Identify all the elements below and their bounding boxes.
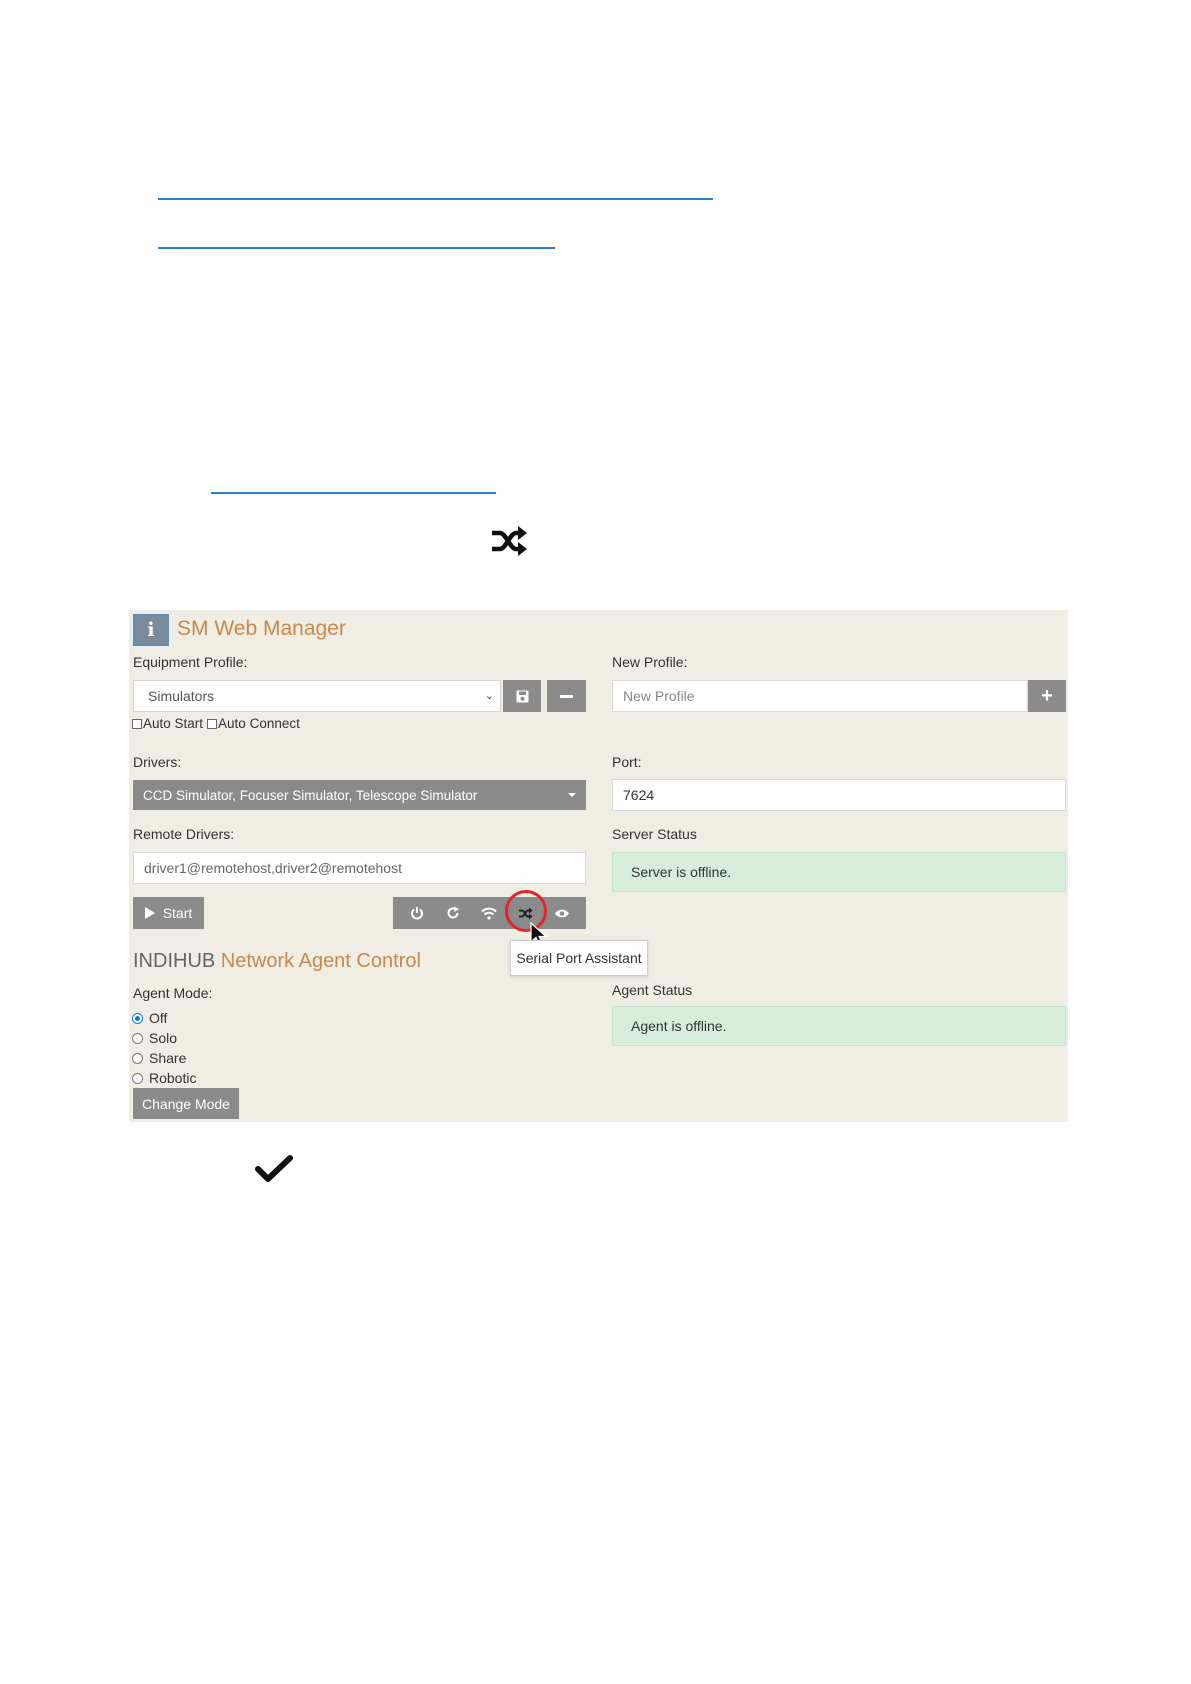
- profile-select[interactable]: [133, 680, 501, 712]
- agent-status-value: Agent is offline.: [631, 1018, 727, 1034]
- checkmark-icon: [255, 1154, 293, 1184]
- server-status-value: Server is offline.: [631, 864, 732, 880]
- remote-drivers-value: driver1@remotehost,driver2@remotehost: [144, 860, 402, 876]
- shuffle-icon: [490, 524, 528, 558]
- link-underline-2[interactable]: [158, 247, 555, 249]
- network-button[interactable]: [474, 897, 504, 929]
- view-button[interactable]: [547, 897, 577, 929]
- agent-mode-robotic[interactable]: [132, 1070, 196, 1086]
- radio-robotic[interactable]: [132, 1073, 143, 1084]
- port-value: 7624: [623, 787, 655, 803]
- add-profile-button[interactable]: [1028, 680, 1066, 712]
- radio-solo[interactable]: [132, 1033, 143, 1044]
- change-mode-button[interactable]: Change Mode: [133, 1088, 239, 1119]
- agent-status-label: Agent Status: [612, 982, 693, 998]
- drivers-label: Drivers:: [133, 754, 182, 770]
- save-profile-button[interactable]: [503, 680, 541, 712]
- agent-mode-solo[interactable]: [132, 1030, 177, 1046]
- agent-mode-off[interactable]: [132, 1010, 167, 1026]
- app-title: SM Web Manager: [177, 617, 346, 640]
- restart-button[interactable]: [438, 897, 468, 929]
- profile-select-value: Simulators: [148, 688, 215, 704]
- power-icon: [410, 906, 424, 920]
- agent-mode-robotic-label: Robotic: [149, 1070, 197, 1086]
- server-status-label: Server Status: [612, 826, 697, 842]
- agent-mode-off-label: Off: [149, 1010, 168, 1026]
- redo-icon: [446, 906, 460, 920]
- server-toolbar: [393, 897, 586, 929]
- agent-status-box: [612, 1006, 1066, 1046]
- tooltip: [510, 940, 648, 976]
- auto-start-label: Auto Start: [143, 716, 204, 731]
- power-button[interactable]: [402, 897, 432, 929]
- wifi-icon: [481, 907, 497, 920]
- auto-connect-label: Auto Connect: [218, 716, 300, 731]
- play-icon: [145, 907, 155, 919]
- equipment-profile-label: Equipment Profile:: [133, 654, 248, 670]
- caret-down-icon: [568, 793, 576, 797]
- chevron-down-icon: ⌄: [484, 690, 494, 702]
- new-profile-placeholder: New Profile: [623, 688, 695, 704]
- start-button[interactable]: [133, 897, 204, 929]
- server-status-box: [612, 852, 1066, 892]
- radio-share[interactable]: [132, 1053, 143, 1064]
- auto-connect-checkbox[interactable]: [207, 719, 217, 729]
- start-label: Start: [162, 905, 193, 921]
- agent-mode-share[interactable]: [132, 1050, 186, 1066]
- save-icon: [516, 690, 529, 703]
- indihub-title-rest: Network Agent Control: [220, 950, 421, 972]
- port-label: Port:: [612, 754, 642, 770]
- agent-mode-solo-label: Solo: [149, 1030, 178, 1046]
- indihub-title-prefix: INDIHUB: [133, 950, 216, 972]
- delete-profile-button[interactable]: [547, 680, 586, 712]
- minus-icon: [560, 695, 573, 698]
- remote-drivers-input[interactable]: [133, 852, 586, 884]
- link-underline-3[interactable]: [211, 492, 496, 494]
- plus-icon: +: [1041, 684, 1053, 707]
- new-profile-input[interactable]: [612, 680, 1028, 712]
- remote-drivers-label: Remote Drivers:: [133, 826, 235, 842]
- drivers-select[interactable]: [133, 780, 586, 810]
- agent-mode-share-label: Share: [149, 1050, 187, 1066]
- tooltip-text: Serial Port Assistant: [516, 950, 642, 966]
- auto-options: [132, 716, 300, 731]
- auto-start-checkbox[interactable]: [132, 719, 142, 729]
- link-underline-1[interactable]: [158, 198, 713, 200]
- web-manager-screenshot: [129, 610, 1068, 1122]
- eye-icon: [554, 908, 570, 919]
- drivers-select-value: CCD Simulator, Focuser Simulator, Telescope Simulator: [143, 787, 478, 803]
- radio-off[interactable]: [132, 1013, 143, 1024]
- info-button[interactable]: i: [133, 614, 169, 646]
- port-input[interactable]: [612, 779, 1066, 811]
- agent-mode-label: Agent Mode:: [133, 985, 213, 1001]
- indihub-title: [133, 950, 421, 973]
- new-profile-label: New Profile:: [612, 654, 688, 670]
